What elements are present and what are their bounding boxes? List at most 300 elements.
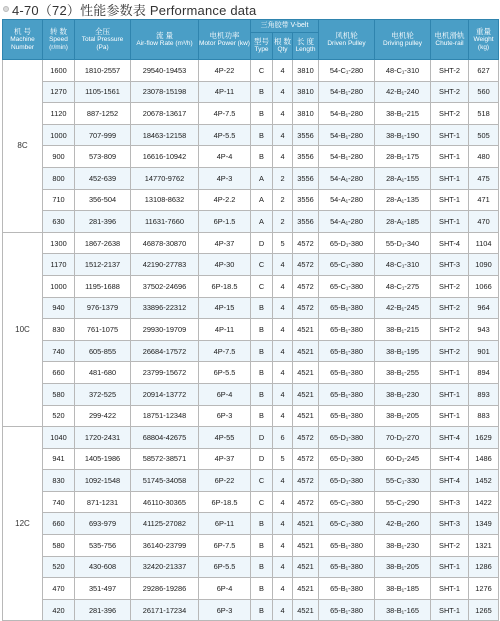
cell-weight: 943 — [469, 319, 499, 341]
cell-length: 4572 — [293, 448, 319, 470]
table-row — [3, 448, 499, 470]
table-body — [3, 60, 499, 621]
cell-flow: 29540-19453 — [131, 60, 199, 82]
cell-type: C — [251, 470, 273, 492]
cell-speed: 1120 — [43, 103, 75, 125]
cell-chute: SHT-2 — [431, 81, 469, 103]
cell-pressure: 1092-1548 — [75, 470, 131, 492]
table-row — [3, 103, 499, 125]
cell-driving: 38-B₁-215 — [375, 319, 431, 341]
cell-qty: 6 — [273, 427, 293, 449]
cell-motor: 6P-1.5 — [199, 211, 251, 233]
cell-flow: 20678-13617 — [131, 103, 199, 125]
cell-chute: SHT-1 — [431, 556, 469, 578]
cell-driving: 48-C₁-310 — [375, 60, 431, 82]
cell-length: 3556 — [293, 124, 319, 146]
cell-length: 4521 — [293, 319, 319, 341]
machine-number-cell: 10C — [3, 232, 43, 426]
cell-length: 4521 — [293, 362, 319, 384]
cell-chute: SHT-1 — [431, 146, 469, 168]
table-row — [3, 491, 499, 513]
header-driving: 电机轮 Driving pulley — [375, 20, 431, 60]
cell-chute: SHT-2 — [431, 60, 469, 82]
cell-qty: 4 — [273, 275, 293, 297]
cell-pressure: 976-1379 — [75, 297, 131, 319]
cell-qty: 4 — [273, 60, 293, 82]
cell-qty: 4 — [273, 405, 293, 427]
table-row — [3, 254, 499, 276]
cell-speed: 830 — [43, 470, 75, 492]
cell-driven: 54-A₁-280 — [319, 189, 375, 211]
cell-flow: 29286-19286 — [131, 578, 199, 600]
cell-driving: 28-A₁-155 — [375, 167, 431, 189]
cell-type: B — [251, 535, 273, 557]
header-machine: 机 号 Machine Number — [3, 20, 43, 60]
cell-speed: 420 — [43, 599, 75, 621]
cell-driven: 54-B₁-280 — [319, 103, 375, 125]
table-row — [3, 319, 499, 341]
cell-type: C — [251, 254, 273, 276]
cell-motor: 6P-18.5 — [199, 491, 251, 513]
cell-qty: 5 — [273, 448, 293, 470]
cell-motor: 4P-37 — [199, 232, 251, 254]
cell-qty: 4 — [273, 556, 293, 578]
cell-weight: 471 — [469, 189, 499, 211]
cell-length: 4572 — [293, 275, 319, 297]
cell-flow: 32420-21337 — [131, 556, 199, 578]
cell-flow: 51745-34058 — [131, 470, 199, 492]
cell-weight: 560 — [469, 81, 499, 103]
cell-driven: 65-B₁-380 — [319, 578, 375, 600]
cell-qty: 2 — [273, 189, 293, 211]
cell-weight: 1321 — [469, 535, 499, 557]
cell-driven: 54-B₁-280 — [319, 146, 375, 168]
cell-pressure: 1512-2137 — [75, 254, 131, 276]
cell-weight: 627 — [469, 60, 499, 82]
cell-weight: 518 — [469, 103, 499, 125]
cell-speed: 1270 — [43, 81, 75, 103]
cell-speed: 520 — [43, 556, 75, 578]
cell-qty: 5 — [273, 232, 293, 254]
header-airflow: 流 量 Air-flow Rate (m³/h) — [131, 20, 199, 60]
cell-driving: 38-B₁-230 — [375, 383, 431, 405]
cell-flow: 58572-38571 — [131, 448, 199, 470]
cell-type: B — [251, 340, 273, 362]
cell-chute: SHT-3 — [431, 513, 469, 535]
cell-qty: 4 — [273, 383, 293, 405]
header-weight: 重量 Weight (kg) — [469, 20, 499, 60]
cell-driven: 54-A₁-280 — [319, 167, 375, 189]
cell-flow: 23799-15672 — [131, 362, 199, 384]
cell-qty: 4 — [273, 491, 293, 513]
cell-chute: SHT-1 — [431, 211, 469, 233]
cell-speed: 900 — [43, 146, 75, 168]
cell-driven: 54-B₁-280 — [319, 81, 375, 103]
cell-type: B — [251, 146, 273, 168]
cell-driving: 42-B₁-260 — [375, 513, 431, 535]
cell-flow: 14770-9762 — [131, 167, 199, 189]
cell-pressure: 481-680 — [75, 362, 131, 384]
cell-chute: SHT-3 — [431, 491, 469, 513]
cell-motor: 4P-55 — [199, 427, 251, 449]
cell-qty: 4 — [273, 513, 293, 535]
table-row — [3, 146, 499, 168]
cell-motor: 4P-7.5 — [199, 340, 251, 362]
cell-pressure: 707-999 — [75, 124, 131, 146]
cell-speed: 660 — [43, 362, 75, 384]
header-chute: 电机滑轨 Chute-rail — [431, 20, 469, 60]
cell-pressure: 1867-2638 — [75, 232, 131, 254]
cell-driven: 65-B₁-380 — [319, 297, 375, 319]
cell-weight: 1104 — [469, 232, 499, 254]
cell-pressure: 452-639 — [75, 167, 131, 189]
cell-qty: 4 — [273, 578, 293, 600]
cell-motor: 6P-5.5 — [199, 556, 251, 578]
cell-length: 3556 — [293, 211, 319, 233]
cell-pressure: 1405-1986 — [75, 448, 131, 470]
cell-weight: 505 — [469, 124, 499, 146]
cell-length: 4521 — [293, 405, 319, 427]
cell-weight: 1286 — [469, 556, 499, 578]
cell-driven: 65-B₁-380 — [319, 535, 375, 557]
cell-driving: 38-B₁-195 — [375, 340, 431, 362]
cell-length: 4521 — [293, 599, 319, 621]
cell-driven: 65-C₁-380 — [319, 254, 375, 276]
cell-driving: 55-D₁-340 — [375, 232, 431, 254]
cell-driving: 38-B₁-255 — [375, 362, 431, 384]
cell-motor: 4P-3 — [199, 167, 251, 189]
cell-type: B — [251, 297, 273, 319]
cell-driving: 42-B₁-240 — [375, 81, 431, 103]
cell-chute: SHT-2 — [431, 275, 469, 297]
machine-number-cell: 12C — [3, 427, 43, 621]
cell-chute: SHT-1 — [431, 599, 469, 621]
cell-chute: SHT-2 — [431, 319, 469, 341]
cell-driven: 65-B₁-380 — [319, 383, 375, 405]
cell-type: B — [251, 103, 273, 125]
table-row — [3, 189, 499, 211]
cell-length: 4521 — [293, 513, 319, 535]
cell-speed: 1300 — [43, 232, 75, 254]
table-row — [3, 599, 499, 621]
cell-length: 4521 — [293, 340, 319, 362]
table-row — [3, 578, 499, 600]
cell-length: 4572 — [293, 254, 319, 276]
cell-length: 3810 — [293, 60, 319, 82]
cell-motor: 4P-11 — [199, 319, 251, 341]
cell-flow: 26684-17572 — [131, 340, 199, 362]
cell-motor: 6P-22 — [199, 470, 251, 492]
cell-flow: 11631-7660 — [131, 211, 199, 233]
cell-chute: SHT-4 — [431, 470, 469, 492]
cell-type: A — [251, 211, 273, 233]
cell-driven: 65-D₁-380 — [319, 427, 375, 449]
cell-weight: 480 — [469, 146, 499, 168]
performance-table — [2, 19, 499, 621]
cell-driving: 55-C₁-330 — [375, 470, 431, 492]
cell-pressure: 372-525 — [75, 383, 131, 405]
cell-qty: 2 — [273, 167, 293, 189]
header-driven: 风机轮 Driven Pulley — [319, 20, 375, 60]
cell-motor: 4P-22 — [199, 60, 251, 82]
cell-chute: SHT-2 — [431, 297, 469, 319]
header-qty: 根 数 Qty — [273, 33, 293, 60]
cell-length: 4572 — [293, 491, 319, 513]
header-vbelt: 三角胶带 V-belt — [251, 20, 319, 33]
cell-chute: SHT-1 — [431, 362, 469, 384]
cell-driven: 65-D₁-380 — [319, 448, 375, 470]
cell-weight: 475 — [469, 167, 499, 189]
machine-number-cell: 8C — [3, 60, 43, 233]
cell-flow: 41125-27082 — [131, 513, 199, 535]
cell-driving: 38-B₁-165 — [375, 599, 431, 621]
cell-flow: 18751-12348 — [131, 405, 199, 427]
cell-pressure: 1810-2557 — [75, 60, 131, 82]
cell-driving: 28-A₁-135 — [375, 189, 431, 211]
cell-speed: 941 — [43, 448, 75, 470]
cell-weight: 1486 — [469, 448, 499, 470]
cell-type: B — [251, 578, 273, 600]
cell-motor: 6P-5.5 — [199, 362, 251, 384]
cell-speed: 1000 — [43, 124, 75, 146]
cell-driven: 65-C₁-380 — [319, 491, 375, 513]
cell-weight: 1090 — [469, 254, 499, 276]
cell-type: B — [251, 362, 273, 384]
cell-motor: 6P-3 — [199, 405, 251, 427]
cell-type: D — [251, 232, 273, 254]
cell-chute: SHT-4 — [431, 448, 469, 470]
cell-type: A — [251, 167, 273, 189]
cell-length: 4521 — [293, 535, 319, 557]
cell-type: B — [251, 405, 273, 427]
cell-length: 4521 — [293, 556, 319, 578]
cell-length: 3810 — [293, 103, 319, 125]
table-header — [3, 20, 499, 60]
cell-driving: 38-B₁-185 — [375, 578, 431, 600]
table-row — [3, 340, 499, 362]
cell-pressure: 1195-1688 — [75, 275, 131, 297]
table-row — [3, 383, 499, 405]
cell-flow: 33896-22312 — [131, 297, 199, 319]
cell-speed: 1040 — [43, 427, 75, 449]
table-row — [3, 167, 499, 189]
cell-motor: 6P-11 — [199, 513, 251, 535]
cell-type: B — [251, 383, 273, 405]
cell-weight: 1276 — [469, 578, 499, 600]
cell-weight: 1422 — [469, 491, 499, 513]
cell-flow: 16616-10942 — [131, 146, 199, 168]
cell-driven: 65-B₁-380 — [319, 599, 375, 621]
cell-chute: SHT-3 — [431, 254, 469, 276]
header-length: 长 度 Length — [293, 33, 319, 60]
cell-motor: 6P-4 — [199, 578, 251, 600]
cell-flow: 42190-27783 — [131, 254, 199, 276]
cell-pressure: 761-1075 — [75, 319, 131, 341]
cell-chute: SHT-1 — [431, 383, 469, 405]
cell-speed: 1170 — [43, 254, 75, 276]
cell-driving: 28-A₁-185 — [375, 211, 431, 233]
cell-qty: 4 — [273, 124, 293, 146]
cell-type: B — [251, 599, 273, 621]
cell-driving: 55-C₁-290 — [375, 491, 431, 513]
cell-length: 3556 — [293, 167, 319, 189]
header-speed: 转 数 Speed (r/min) — [43, 20, 75, 60]
cell-type: D — [251, 427, 273, 449]
cell-weight: 470 — [469, 211, 499, 233]
cell-qty: 4 — [273, 470, 293, 492]
cell-speed: 1000 — [43, 275, 75, 297]
cell-type: C — [251, 275, 273, 297]
cell-speed: 580 — [43, 535, 75, 557]
cell-chute: SHT-1 — [431, 405, 469, 427]
cell-pressure: 356-504 — [75, 189, 131, 211]
cell-type: B — [251, 556, 273, 578]
cell-motor: 4P-2.2 — [199, 189, 251, 211]
cell-pressure: 887-1252 — [75, 103, 131, 125]
cell-weight: 893 — [469, 383, 499, 405]
cell-driven: 65-C₁-380 — [319, 513, 375, 535]
header-type: 型号 Type — [251, 33, 273, 60]
cell-speed: 940 — [43, 297, 75, 319]
cell-length: 3556 — [293, 146, 319, 168]
cell-driven: 65-D₁-380 — [319, 470, 375, 492]
bullet-icon — [3, 6, 9, 12]
cell-driven: 54-B₁-280 — [319, 124, 375, 146]
cell-chute: SHT-1 — [431, 189, 469, 211]
cell-driven: 54-C₁-280 — [319, 60, 375, 82]
cell-driven: 65-D₁-380 — [319, 232, 375, 254]
cell-type: D — [251, 448, 273, 470]
cell-flow: 13108-8632 — [131, 189, 199, 211]
cell-speed: 710 — [43, 189, 75, 211]
cell-flow: 46110-30365 — [131, 491, 199, 513]
cell-speed: 580 — [43, 383, 75, 405]
cell-driving: 38-B₁-190 — [375, 124, 431, 146]
cell-type: B — [251, 81, 273, 103]
cell-driving: 38-B₁-205 — [375, 405, 431, 427]
table-row — [3, 211, 499, 233]
cell-pressure: 693-979 — [75, 513, 131, 535]
cell-motor: 4P-5.5 — [199, 124, 251, 146]
header-pressure: 全压 Total Pressure (Pa) — [75, 20, 131, 60]
cell-length: 3556 — [293, 189, 319, 211]
cell-length: 4572 — [293, 232, 319, 254]
cell-qty: 4 — [273, 362, 293, 384]
cell-qty: 2 — [273, 211, 293, 233]
cell-driving: 48-C₁-310 — [375, 254, 431, 276]
cell-type: B — [251, 513, 273, 535]
cell-chute: SHT-2 — [431, 535, 469, 557]
cell-type: C — [251, 491, 273, 513]
cell-qty: 4 — [273, 319, 293, 341]
cell-chute: SHT-2 — [431, 340, 469, 362]
cell-qty: 4 — [273, 535, 293, 557]
cell-chute: SHT-1 — [431, 578, 469, 600]
title-bar — [0, 0, 500, 18]
cell-flow: 36140-23799 — [131, 535, 199, 557]
table-row — [3, 297, 499, 319]
cell-motor: 4P-37 — [199, 448, 251, 470]
cell-driven: 54-A₁-280 — [319, 211, 375, 233]
table-row — [3, 275, 499, 297]
cell-weight: 964 — [469, 297, 499, 319]
cell-flow: 20914-13772 — [131, 383, 199, 405]
table-row — [3, 60, 499, 82]
cell-weight: 1349 — [469, 513, 499, 535]
cell-driven: 65-B₁-380 — [319, 405, 375, 427]
cell-weight: 883 — [469, 405, 499, 427]
cell-driving: 38-B₁-205 — [375, 556, 431, 578]
cell-chute: SHT-4 — [431, 232, 469, 254]
cell-qty: 4 — [273, 81, 293, 103]
cell-weight: 894 — [469, 362, 499, 384]
cell-driving: 70-D₁-270 — [375, 427, 431, 449]
cell-type: C — [251, 60, 273, 82]
cell-flow: 26171-17234 — [131, 599, 199, 621]
cell-driven: 65-B₁-380 — [319, 319, 375, 341]
cell-driven: 65-B₁-380 — [319, 556, 375, 578]
cell-chute: SHT-1 — [431, 167, 469, 189]
cell-type: B — [251, 124, 273, 146]
cell-speed: 1600 — [43, 60, 75, 82]
cell-driving: 48-C₁-275 — [375, 275, 431, 297]
cell-motor: 4P-15 — [199, 297, 251, 319]
cell-driving: 42-B₁-245 — [375, 297, 431, 319]
cell-pressure: 1720-2431 — [75, 427, 131, 449]
cell-motor: 4P-11 — [199, 81, 251, 103]
cell-speed: 660 — [43, 513, 75, 535]
cell-motor: 6P-4 — [199, 383, 251, 405]
cell-length: 4572 — [293, 470, 319, 492]
cell-speed: 630 — [43, 211, 75, 233]
cell-flow: 68804-42675 — [131, 427, 199, 449]
cell-pressure: 605-855 — [75, 340, 131, 362]
cell-weight: 1452 — [469, 470, 499, 492]
cell-speed: 740 — [43, 340, 75, 362]
cell-speed: 520 — [43, 405, 75, 427]
cell-pressure: 430-608 — [75, 556, 131, 578]
cell-pressure: 871-1231 — [75, 491, 131, 513]
cell-flow: 37502-24696 — [131, 275, 199, 297]
cell-chute: SHT-2 — [431, 103, 469, 125]
cell-qty: 4 — [273, 340, 293, 362]
cell-length: 4521 — [293, 383, 319, 405]
cell-qty: 4 — [273, 599, 293, 621]
cell-type: A — [251, 189, 273, 211]
table-row — [3, 232, 499, 254]
cell-motor: 6P-3 — [199, 599, 251, 621]
cell-qty: 4 — [273, 297, 293, 319]
cell-driven: 65-B₁-380 — [319, 362, 375, 384]
table-row — [3, 81, 499, 103]
table-row — [3, 513, 499, 535]
cell-length: 4572 — [293, 427, 319, 449]
cell-type: B — [251, 319, 273, 341]
cell-pressure: 1105-1561 — [75, 81, 131, 103]
table-row — [3, 124, 499, 146]
cell-weight: 1265 — [469, 599, 499, 621]
cell-chute: SHT-4 — [431, 427, 469, 449]
cell-qty: 4 — [273, 254, 293, 276]
cell-speed: 800 — [43, 167, 75, 189]
cell-motor: 4P-7.5 — [199, 103, 251, 125]
cell-weight: 1066 — [469, 275, 499, 297]
cell-pressure: 535-756 — [75, 535, 131, 557]
cell-speed: 740 — [43, 491, 75, 513]
cell-driven: 65-B₁-380 — [319, 340, 375, 362]
cell-speed: 470 — [43, 578, 75, 600]
cell-length: 4521 — [293, 578, 319, 600]
